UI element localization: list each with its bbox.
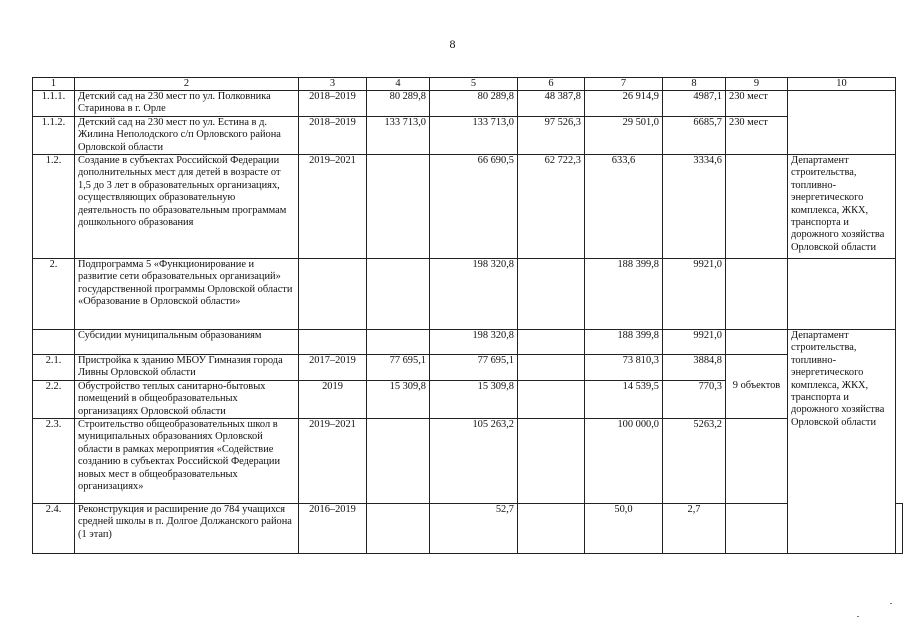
row-capacity [726, 259, 788, 330]
row-value-6: 97 526,3 [518, 116, 585, 154]
row-period: 2019–2021 [299, 155, 367, 259]
row-period: 2019–2021 [299, 419, 367, 504]
row-value-5: 198 320,8 [430, 330, 518, 355]
row-total [367, 259, 430, 330]
row-value-5: 77 695,1 [430, 355, 518, 381]
row-value-5: 15 309,8 [430, 380, 518, 418]
header-cell: 3 [299, 78, 367, 91]
row-value-7: 100 000,0 [585, 419, 663, 504]
header-cell: 9 [726, 78, 788, 91]
row-total [367, 504, 430, 554]
row-period [299, 330, 367, 355]
row-total [367, 419, 430, 504]
header-cell: 10 [788, 78, 896, 91]
row-value-5: 80 289,8 [430, 91, 518, 117]
header-cell: 5 [430, 78, 518, 91]
row-value-5: 105 263,2 [430, 419, 518, 504]
header-row [33, 78, 903, 91]
row-number [33, 330, 75, 355]
row-name: Детский сад на 230 мест по ул. Полковника Старинова в г. Орле [75, 91, 299, 117]
header-cell: 6 [518, 78, 585, 91]
row-value-6: 48 387,8 [518, 91, 585, 117]
row-capacity: 230 мест [726, 116, 788, 154]
row-name: Создание в субъектах Российской Федерации дополнительных мест для детей в возрасте от 1,5 до 3 лет в образовательных организациях, осуществляющих образовательную деятельность по образовательным программам дошкольного образования [75, 155, 299, 259]
row-capacity [726, 155, 788, 259]
row-value-6 [518, 355, 585, 381]
table-row [33, 155, 903, 259]
header-cell: 7 [585, 78, 663, 91]
scan-speck [890, 603, 892, 604]
row-value-7: 633,6 [585, 155, 663, 259]
row-department [788, 91, 896, 117]
row-number: 2.3. [33, 419, 75, 504]
row-capacity: 230 мест [726, 91, 788, 117]
row-value-6: 62 722,3 [518, 155, 585, 259]
row-value-8: 9921,0 [663, 259, 726, 330]
row-department [788, 259, 896, 330]
table-row [33, 380, 903, 418]
row-number: 1.1.1. [33, 91, 75, 117]
table-row [33, 330, 903, 355]
row-name: Детский сад на 230 мест по ул. Естина в д. Жилина Неполодского с/п Орловского района Орловской области [75, 116, 299, 154]
row-capacity: 9 объектов [726, 380, 788, 418]
row-period [299, 259, 367, 330]
row-department: Департамент строительства, топливно-энергетического комплекса, ЖКХ, транспорта и дорожного хозяйства Орловской области [788, 155, 896, 259]
row-value-6 [518, 259, 585, 330]
header-cell: 4 [367, 78, 430, 91]
row-period: 2019 [299, 380, 367, 418]
row-name: Строительство общеобразовательных школ в муниципальных образованиях Орловской области в рамках мероприятия «Содействие созданию в субъектах Российской Федерации новых мест в общеобразовательных организациях» [75, 419, 299, 504]
table-row [33, 259, 903, 330]
row-number: 2.1. [33, 355, 75, 381]
row-value-8: 3884,8 [663, 355, 726, 381]
row-value-6 [518, 504, 585, 554]
header-cell: 8 [663, 78, 726, 91]
row-period: 2018–2019 [299, 116, 367, 154]
row-value-8: 9921,0 [663, 330, 726, 355]
row-value-7: 29 501,0 [585, 116, 663, 154]
row-name: Обустройство теплых санитарно-бытовых помещений в общеобразовательных организациях Орловской области [75, 380, 299, 418]
row-name: Пристройка к зданию МБОУ Гимназия города Ливны Орловской области [75, 355, 299, 381]
row-value-5: 133 713,0 [430, 116, 518, 154]
table-row [33, 355, 903, 381]
program-table [32, 77, 903, 554]
row-number: 2.2. [33, 380, 75, 418]
row-value-7: 73 810,3 [585, 355, 663, 381]
row-value-6 [518, 380, 585, 418]
row-value-7: 14 539,5 [585, 380, 663, 418]
row-number: 1.1.2. [33, 116, 75, 154]
table-row [33, 116, 903, 154]
row-name: Подпрограмма 5 «Функционирование и развитие сети образовательных организаций» государственной программы Орловской области «Образование в Орловской области» [75, 259, 299, 330]
table-row [33, 91, 903, 117]
page-number: 8 [449, 37, 456, 51]
row-period: 2018–2019 [299, 91, 367, 117]
row-capacity [726, 355, 788, 381]
row-value-8: 4987,1 [663, 91, 726, 117]
row-value-6 [518, 419, 585, 504]
row-value-7: 188 399,8 [585, 330, 663, 355]
scan-speck [857, 616, 859, 617]
row-total: 133 713,0 [367, 116, 430, 154]
row-value-8: 6685,7 [663, 116, 726, 154]
row-capacity [726, 330, 788, 355]
row-value-8: 3334,6 [663, 155, 726, 259]
row-number: 2.4. [33, 504, 75, 554]
row-total: 80 289,8 [367, 91, 430, 117]
row-number: 2. [33, 259, 75, 330]
row-value-5: 52,7 [430, 504, 518, 554]
row-department [788, 116, 896, 154]
row-value-8: 2,7 [663, 504, 726, 554]
row-total [367, 155, 430, 259]
row-department [896, 504, 903, 554]
row-number: 1.2. [33, 155, 75, 259]
row-value-6 [518, 330, 585, 355]
row-total [367, 330, 430, 355]
row-value-8: 770,3 [663, 380, 726, 418]
row-period: 2016–2019 [299, 504, 367, 554]
row-name: Субсидии муниципальным образованиям [75, 330, 299, 355]
row-value-7: 26 914,9 [585, 91, 663, 117]
row-period: 2017–2019 [299, 355, 367, 381]
row-value-7: 50,0 [585, 504, 663, 554]
header-cell: 2 [75, 78, 299, 91]
row-total: 15 309,8 [367, 380, 430, 418]
row-name: Реконструкция и расширение до 784 учащихся средней школы в п. Долгое Должанского района (1 этап) [75, 504, 299, 554]
row-value-5: 198 320,8 [430, 259, 518, 330]
row-value-8: 5263,2 [663, 419, 726, 504]
row-department: Департамент строительства, топливно-энергетического комплекса, ЖКХ, транспорта и дорожного хозяйства Орловской области [788, 330, 896, 554]
table-row [33, 504, 903, 554]
table-row [33, 419, 903, 504]
row-value-7: 188 399,8 [585, 259, 663, 330]
row-capacity [726, 419, 788, 504]
row-total: 77 695,1 [367, 355, 430, 381]
header-cell: 1 [33, 78, 75, 91]
row-capacity [726, 504, 788, 554]
row-value-5: 66 690,5 [430, 155, 518, 259]
